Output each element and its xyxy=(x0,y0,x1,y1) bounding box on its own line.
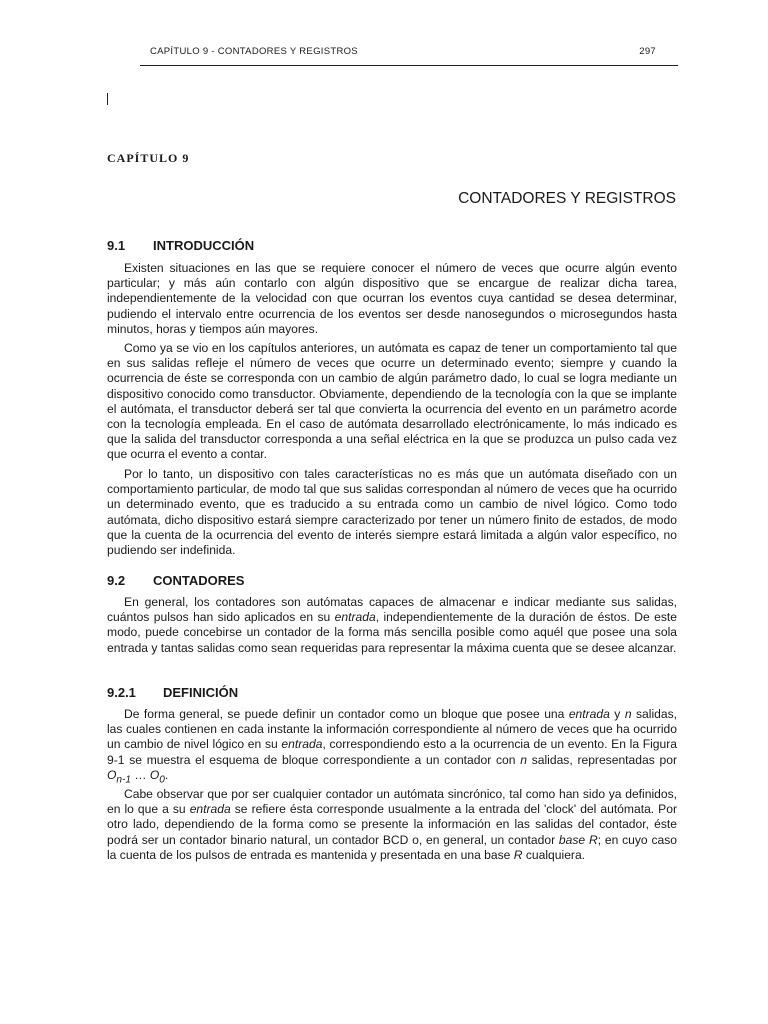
italic-term: entrada xyxy=(334,610,376,625)
section-number: 9.2 xyxy=(107,573,126,588)
italic-term: entrada xyxy=(189,802,231,817)
paragraph-5 xyxy=(107,707,677,787)
text-run: cualquiera. xyxy=(522,847,586,862)
section-number: 9.2.1 xyxy=(107,685,136,700)
italic-term: entrada xyxy=(568,707,610,721)
text-run: salidas, las cuales contienen en cada instante la información correspondiente al número de veces que ha ocurrido un cambio de nivel lógico en su xyxy=(107,707,677,752)
output-subscript: 0 xyxy=(159,774,165,786)
text-run: Cabe observar que por ser cualquier contador un autómata sincrónico, tal como han sido ya definidos, en lo que a su xyxy=(107,787,677,817)
section-heading-definicion xyxy=(107,685,238,700)
chapter-title: CONTADORES Y REGISTROS xyxy=(458,190,676,207)
italic-term: R xyxy=(513,847,523,862)
section-title: CONTADORES xyxy=(153,573,245,588)
chapter-label: CAPÍTULO 9 xyxy=(107,151,190,165)
section-heading-introduccion xyxy=(107,238,254,253)
italic-term: entrada xyxy=(281,737,323,752)
output-subscript: n-1 xyxy=(116,774,131,786)
paragraph-4 xyxy=(107,595,677,656)
text-run: , correspondiendo esto a la ocurrencia de un evento. En la Figura 9-1 se muestra el esquema de bloque correspondiente a un contador con xyxy=(107,737,678,767)
text-run: ; en cuyo caso la cuenta de los pulsos de entrada es mantenida y presentada en una base xyxy=(107,832,677,862)
page-number: 297 xyxy=(639,46,656,57)
output-symbol: O xyxy=(149,767,160,782)
text-run: , independientemente de la duración de éstos. De este modo, puede concebirse un contador de la forma más sencilla posible como aquél que posee una sola entrada y tantas salidas como sean requeridas para representar la máxima cuenta que se desee alcanzar. xyxy=(107,610,677,655)
italic-term: n xyxy=(520,752,527,767)
text-run: … xyxy=(131,767,150,782)
paragraph-6 xyxy=(107,787,677,863)
header-divider xyxy=(140,65,678,66)
paragraph-2: Como ya se vio en los capítulos anteriores, un autómata es capaz de tener un comportamiento tal que en sus salidas refleje el número de veces que ocurre un determinado evento; siempre y cuando la ocurrencia de éste se corresponda con un cambio de algún parámetro dado, lo cual se logra mediante un dispositivo conocido como transductor. Obviamente, dependiendo de la tecnología con la que se implante el autómata, el transductor deberá ser tal que convierta la ocurrencia del evento en un parámetro acorde con la tecnología empleada. En el caso de autómata desarrollado electrónicamente, lo más indicado es que la salida del transductor corresponda a una señal eléctrica en la que se produzca un pulso cada vez que ocurra el evento a contar. xyxy=(107,341,677,462)
section-heading-contadores xyxy=(107,573,244,588)
italic-term: n xyxy=(624,707,632,721)
section-title: INTRODUCCIÓN xyxy=(153,238,255,253)
text-cursor xyxy=(107,93,108,105)
text-run: En general, los contadores son autómatas capaces de almacenar e indicar mediante sus salidas, cuántos pulsos han sido aplicados en su xyxy=(107,595,677,625)
output-symbol: O xyxy=(107,767,117,782)
running-header-title: CAPÍTULO 9 - CONTADORES Y REGISTROS xyxy=(150,46,358,57)
text-run: se refiere ésta corresponde usualmente a la entrada del 'clock' del autómata. Por otro lado, dependiendo de la forma como se presente la información en las salidas del contador, éste podrá ser un contador binario natural, un contador BCD o, en general, un contador xyxy=(107,802,678,847)
text-run: salidas, representadas por xyxy=(526,752,677,767)
text-run: . xyxy=(164,767,169,782)
section-number: 9.1 xyxy=(107,238,126,253)
italic-term: base R xyxy=(558,832,598,847)
text-run: De forma general, se puede definir un contador como un bloque que posee una xyxy=(124,707,569,721)
paragraph-3: Por lo tanto, un dispositivo con tales características no es más que un autómata diseñado con un comportamiento particular, de modo tal que sus salidas correspondan al número de veces que ha ocurrido un determinado evento, que es traducido a su entrada como un cambio de nivel lógico. Como todo autómata, dicho dispositivo estará siempre caracterizado por tener un número finito de estados, de modo que la cuenta de la ocurrencia del evento de interés siempre estará limitada a algún valor específico, no pudiendo ser indefinida. xyxy=(107,467,677,558)
paragraph-1: Existen situaciones en las que se requiere conocer el número de veces que ocurre algún evento particular; y más aún contarlo con algún dispositivo que se encargue de realizar dicha tarea, independientemente de la velocidad con que ocurran los eventos cuya cantidad se desea determinar, pudiendo el intervalo entre ocurrencia de los eventos ser desde nanosegundos o microsegundos hasta minutos, horas y tiempos aún mayores. xyxy=(107,261,677,336)
text-run: y xyxy=(609,707,625,721)
section-title: DEFINICIÓN xyxy=(163,685,239,700)
